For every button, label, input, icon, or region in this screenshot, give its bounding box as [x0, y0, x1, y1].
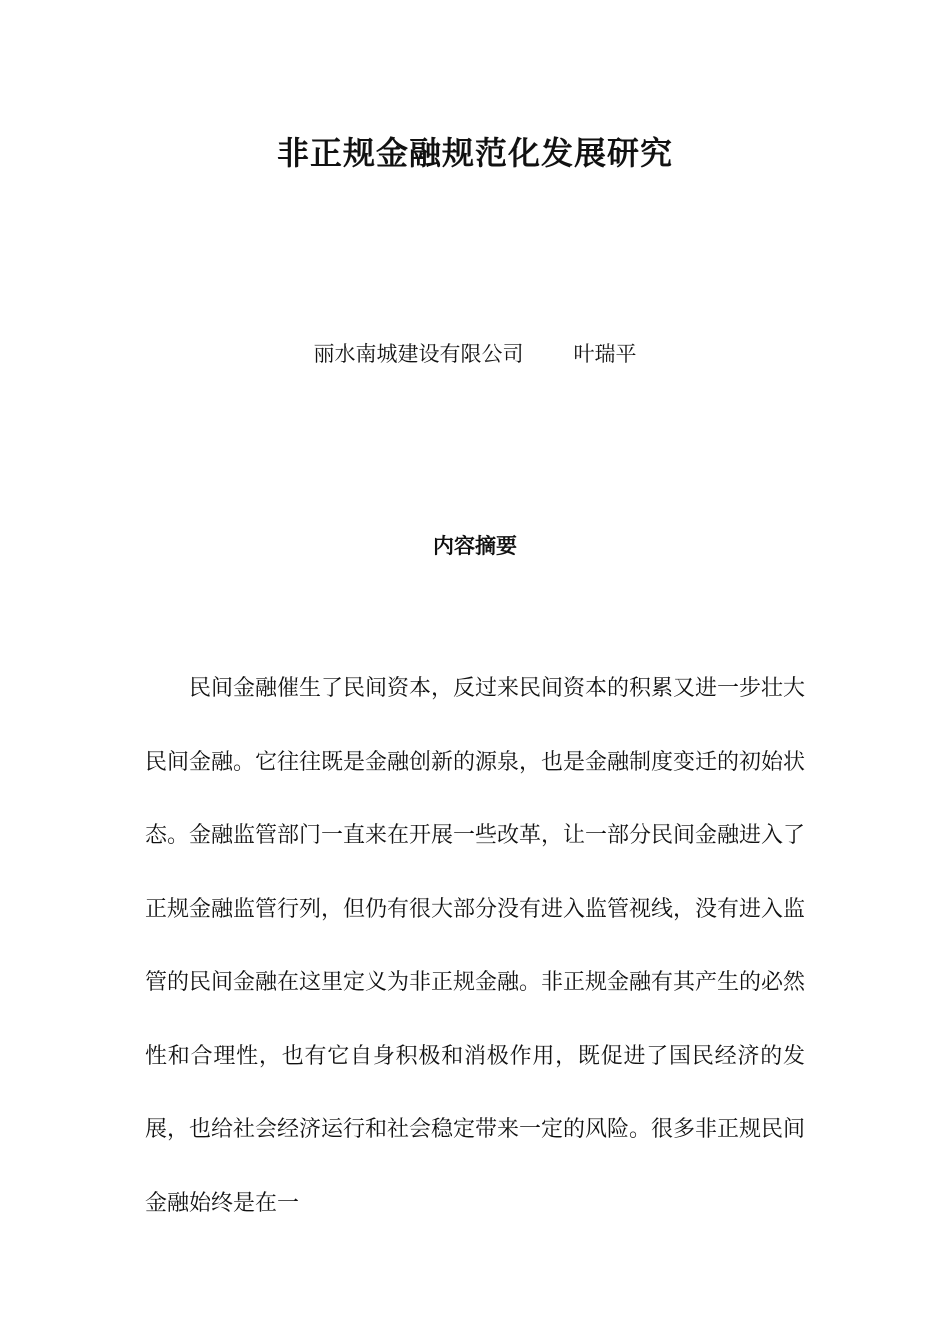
abstract-heading: 内容摘要 — [433, 534, 517, 558]
author-name: 叶瑞平 — [573, 342, 637, 366]
document-title: 非正规金融规范化发展研究 — [276, 134, 673, 172]
abstract-paragraph: 民间金融催生了民间资本，反过来民间资本的积累又进一步壮大民间金融。它往往既是金融创新的源泉，也是金融制度变迁的初始状态。金融监管部门一直来在开展一些改革，让一部分民间金融进入了正规金融监管行列，但仍有很大部分没有进入监管视线，没有进入监管的民间金融在这里定义为非正规金融。非正规金融有其产生的必然性和合理性，也有它自身积极和消极作用，既促进了国民经济的发展，也给社会经济运行和社会稳定带来一定的风险。很多非正规民间金融始终是在一 — [145, 676, 806, 1216]
author-organization: 丽水南城建设有限公司 — [313, 342, 524, 366]
author-byline — [0, 338, 950, 370]
